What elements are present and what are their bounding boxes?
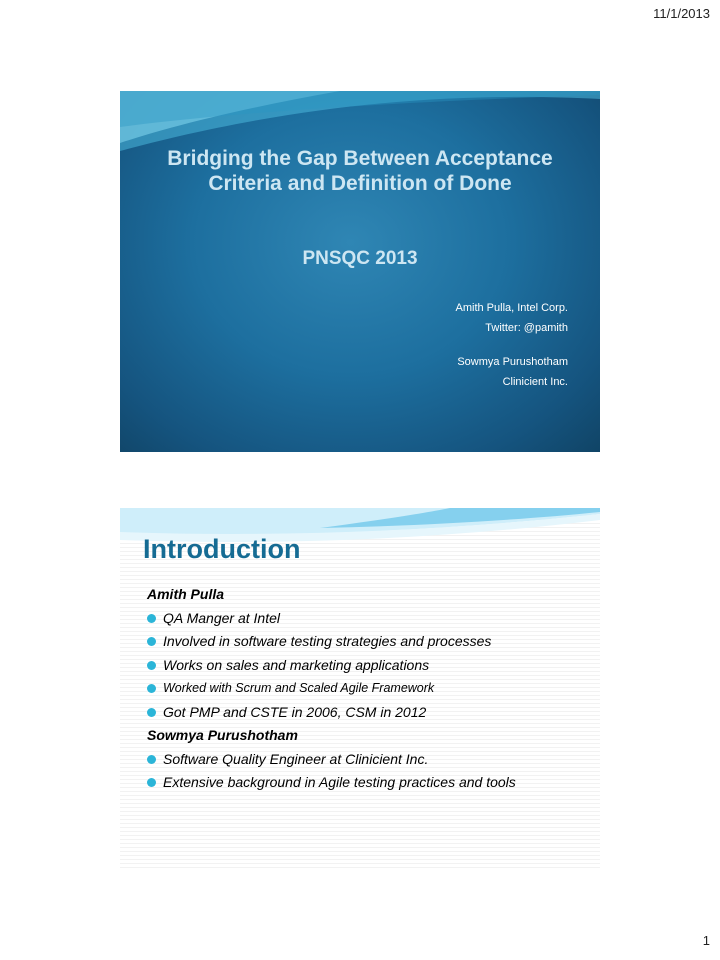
slide-title-line-1: Bridging the Gap Between Acceptance xyxy=(167,147,553,170)
person-1-name: Amith Pulla xyxy=(147,586,225,602)
bullet-dot-icon xyxy=(147,661,156,670)
list-item: Extensive background in Agile testing practices and tools xyxy=(147,771,592,795)
bullet-dot-icon xyxy=(147,684,156,693)
author-1-twitter: Twitter: @pamith xyxy=(485,322,568,334)
list-item: Worked with Scrum and Scaled Agile Framework xyxy=(147,677,592,701)
list-item: Software Quality Engineer at Clinicient Inc. xyxy=(147,748,592,772)
bullet-dot-icon xyxy=(147,755,156,764)
author-2-company: Clinicient Inc. xyxy=(502,376,568,388)
bullet-dot-icon xyxy=(147,614,156,623)
slide-title-line-2: Criteria and Definition of Done xyxy=(208,172,512,196)
slide-body xyxy=(147,583,592,795)
bullet-dot-icon xyxy=(147,637,156,646)
page-date: 11/1/2013 xyxy=(653,6,710,21)
introduction-slide xyxy=(120,508,600,868)
list-item: Got PMP and CSTE in 2006, CSM in 2012 xyxy=(147,701,592,725)
author-block xyxy=(456,298,569,392)
slide-title: Introduction xyxy=(143,534,301,564)
bullet-dot-icon xyxy=(147,708,156,717)
author-1-name: Amith Pulla, Intel Corp. xyxy=(455,302,568,314)
list-item: Works on sales and marketing applications xyxy=(147,654,592,678)
list-item: Involved in software testing strategies and processes xyxy=(147,630,592,654)
page-number: 1 xyxy=(702,933,710,948)
bullet-dot-icon xyxy=(147,778,156,787)
title-slide xyxy=(120,91,600,452)
conference-name: PNSQC 2013 xyxy=(302,248,418,269)
author-2-name: Sowmya Purushotham xyxy=(457,356,568,368)
person-2-name: Sowmya Purushotham xyxy=(147,727,298,743)
list-item: QA Manger at Intel xyxy=(147,607,592,631)
slide-title xyxy=(120,146,600,196)
